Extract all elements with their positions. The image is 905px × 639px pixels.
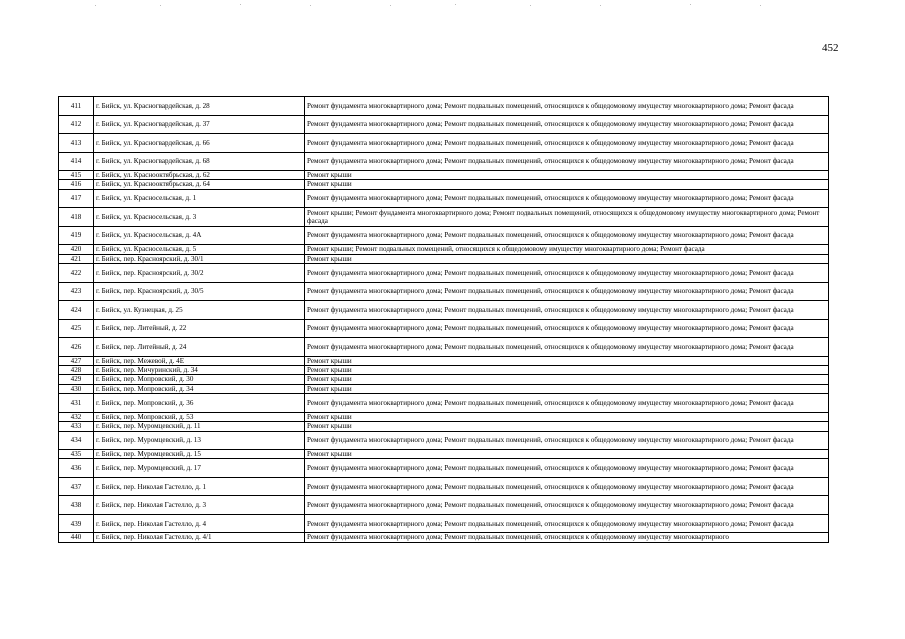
row-number: 431 [59, 394, 94, 413]
row-works: Ремонт фундамента многоквартирного дома; Ремонт подвальных помещений, относящихся к общедомовому имуществу многоквартирного дома; Ремонт фасада [305, 264, 829, 283]
row-works: Ремонт крыши [305, 366, 829, 375]
row-works: Ремонт фундамента многоквартирного дома; Ремонт подвальных помещений, относящихся к общедомовому имуществу многоквартирного дома; Ремонт фасада [305, 431, 829, 450]
table-row [59, 459, 829, 478]
row-address: г. Бийск, пер. Мопровский, д. 34 [94, 384, 305, 393]
table-row [59, 356, 829, 365]
row-address: г. Бийск, ул. Краснооктябрьская, д. 64 [94, 180, 305, 189]
row-number: 439 [59, 514, 94, 533]
row-address: г. Бийск, ул. Красносельская, д. 5 [94, 245, 305, 254]
row-works: Ремонт фундамента многоквартирного дома; Ремонт подвальных помещений, относящихся к общедомовому имуществу многоквартирного дома; Ремонт фасада [305, 394, 829, 413]
row-works: Ремонт фундамента многоквартирного дома; Ремонт подвальных помещений, относящихся к общедомовому имуществу многоквартирного [305, 533, 829, 542]
table-row [59, 264, 829, 283]
row-number: 418 [59, 208, 94, 227]
table-row [59, 384, 829, 393]
row-works: Ремонт крыши [305, 450, 829, 459]
row-address: г. Бийск, пер. Мопровский, д. 30 [94, 375, 305, 384]
row-address: г. Бийск, пер. Николая Гастелло, д. 1 [94, 477, 305, 496]
row-number: 428 [59, 366, 94, 375]
table-row [59, 180, 829, 189]
row-address: г. Бийск, ул. Красносельская, д. 1 [94, 189, 305, 208]
table-row [59, 450, 829, 459]
table-row [59, 477, 829, 496]
row-number: 426 [59, 338, 94, 357]
row-address: г. Бийск, пер. Николая Гастелло, д. 4 [94, 514, 305, 533]
row-address: г. Бийск, пер. Мичуринский, д. 34 [94, 366, 305, 375]
page-number: 452 [822, 42, 839, 54]
table-row [59, 412, 829, 421]
table-row [59, 301, 829, 320]
table-row [59, 189, 829, 208]
row-number: 432 [59, 412, 94, 421]
row-works: Ремонт фундамента многоквартирного дома; Ремонт подвальных помещений, относящихся к общедомовому имуществу многоквартирного дома; Ремонт фасада [305, 226, 829, 245]
table-row [59, 152, 829, 171]
row-address: г. Бийск, пер. Красноярский, д. 30/2 [94, 264, 305, 283]
table-row [59, 208, 829, 227]
table-row [59, 171, 829, 180]
table-row [59, 245, 829, 254]
row-works: Ремонт крыши [305, 171, 829, 180]
table-row [59, 282, 829, 301]
row-number: 433 [59, 422, 94, 431]
row-number: 413 [59, 134, 94, 153]
row-works: Ремонт крыши; Ремонт фундамента многоквартирного дома; Ремонт подвальных помещений, относящихся к общедомовому имуществу многоквартирного дома; Ремонт фасада [305, 208, 829, 227]
row-number: 420 [59, 245, 94, 254]
row-address: г. Бийск, ул. Кузнецкая, д. 25 [94, 301, 305, 320]
row-works: Ремонт фундамента многоквартирного дома; Ремонт подвальных помещений, относящихся к общедомовому имуществу многоквартирного дома; Ремонт фасада [305, 301, 829, 320]
table-row [59, 338, 829, 357]
table-row [59, 97, 829, 116]
row-address: г. Бийск, ул. Красногвардейская, д. 66 [94, 134, 305, 153]
row-number: 438 [59, 496, 94, 515]
row-number: 414 [59, 152, 94, 171]
table-row [59, 134, 829, 153]
row-address: г. Бийск, пер. Красноярский, д. 30/5 [94, 282, 305, 301]
row-address: г. Бийск, пер. Мопровский, д. 36 [94, 394, 305, 413]
row-address: г. Бийск, пер. Межевой, д. 4Е [94, 356, 305, 365]
row-number: 422 [59, 264, 94, 283]
row-works: Ремонт фундамента многоквартирного дома; Ремонт подвальных помещений, относящихся к общедомовому имуществу многоквартирного дома; Ремонт фасада [305, 134, 829, 153]
row-address: г. Бийск, пер. Муромцевский, д. 13 [94, 431, 305, 450]
row-number: 440 [59, 533, 94, 542]
row-number: 434 [59, 431, 94, 450]
row-works: Ремонт фундамента многоквартирного дома; Ремонт подвальных помещений, относящихся к общедомовому имуществу многоквартирного дома; Ремонт фасада [305, 514, 829, 533]
row-works: Ремонт фундамента многоквартирного дома; Ремонт подвальных помещений, относящихся к общедомовому имуществу многоквартирного дома; Ремонт фасада [305, 152, 829, 171]
row-number: 424 [59, 301, 94, 320]
row-address: г. Бийск, пер. Николая Гастелло, д. 4/1 [94, 533, 305, 542]
table-row [59, 366, 829, 375]
table-row [59, 514, 829, 533]
row-address: г. Бийск, пер. Литейный, д. 24 [94, 338, 305, 357]
row-works: Ремонт крыши [305, 356, 829, 365]
row-number: 430 [59, 384, 94, 393]
row-number: 415 [59, 171, 94, 180]
row-address: г. Бийск, пер. Литейный, д. 22 [94, 319, 305, 338]
row-number: 425 [59, 319, 94, 338]
row-works: Ремонт крыши [305, 412, 829, 421]
row-address: г. Бийск, ул. Краснооктябрьская, д. 62 [94, 171, 305, 180]
row-number: 435 [59, 450, 94, 459]
row-number: 411 [59, 97, 94, 116]
row-number: 417 [59, 189, 94, 208]
row-works: Ремонт крыши [305, 375, 829, 384]
row-works: Ремонт фундамента многоквартирного дома; Ремонт подвальных помещений, относящихся к общедомовому имуществу многоквартирного дома; Ремонт фасада [305, 282, 829, 301]
row-address: г. Бийск, пер. Красноярский, д. 30/1 [94, 254, 305, 263]
table-row [59, 422, 829, 431]
row-number: 436 [59, 459, 94, 478]
row-number: 423 [59, 282, 94, 301]
row-address: г. Бийск, пер. Николая Гастелло, д. 3 [94, 496, 305, 515]
table-body [59, 97, 829, 543]
row-address: г. Бийск, ул. Красносельская, д. 3 [94, 208, 305, 227]
row-address: г. Бийск, ул. Красногвардейская, д. 28 [94, 97, 305, 116]
row-number: 437 [59, 477, 94, 496]
row-works: Ремонт фундамента многоквартирного дома; Ремонт подвальных помещений, относящихся к общедомовому имуществу многоквартирного дома; Ремонт фасада [305, 189, 829, 208]
row-number: 421 [59, 254, 94, 263]
row-works: Ремонт фундамента многоквартирного дома; Ремонт подвальных помещений, относящихся к общедомовому имуществу многоквартирного дома; Ремонт фасада [305, 459, 829, 478]
row-works: Ремонт крыши [305, 180, 829, 189]
row-works: Ремонт крыши [305, 422, 829, 431]
scan-noise-decoration [0, 4, 905, 7]
row-works: Ремонт фундамента многоквартирного дома; Ремонт подвальных помещений, относящихся к общедомовому имуществу многоквартирного дома; Ремонт фасада [305, 477, 829, 496]
row-works: Ремонт фундамента многоквартирного дома; Ремонт подвальных помещений, относящихся к общедомовому имуществу многоквартирного дома; Ремонт фасада [305, 115, 829, 134]
row-works: Ремонт фундамента многоквартирного дома; Ремонт подвальных помещений, относящихся к общедомовому имуществу многоквартирного дома; Ремонт фасада [305, 319, 829, 338]
table-row [59, 319, 829, 338]
row-address: г. Бийск, ул. Красносельская, д. 4А [94, 226, 305, 245]
table-row [59, 226, 829, 245]
row-works: Ремонт крыши; Ремонт подвальных помещений, относящихся к общедомовому имуществу многоквартирного дома; Ремонт фасада [305, 245, 829, 254]
table-row [59, 254, 829, 263]
row-address: г. Бийск, пер. Муромцевский, д. 11 [94, 422, 305, 431]
row-address: г. Бийск, пер. Мопровский, д. 53 [94, 412, 305, 421]
row-works: Ремонт фундамента многоквартирного дома; Ремонт подвальных помещений, относящихся к общедомовому имуществу многоквартирного дома; Ремонт фасада [305, 97, 829, 116]
table-row [59, 375, 829, 384]
table-row [59, 496, 829, 515]
table-row [59, 394, 829, 413]
table-row [59, 533, 829, 542]
row-address: г. Бийск, ул. Красногвардейская, д. 37 [94, 115, 305, 134]
row-works: Ремонт фундамента многоквартирного дома; Ремонт подвальных помещений, относящихся к общедомовому имуществу многоквартирного дома; Ремонт фасада [305, 496, 829, 515]
row-works: Ремонт крыши [305, 254, 829, 263]
row-number: 419 [59, 226, 94, 245]
table-row [59, 115, 829, 134]
row-number: 412 [59, 115, 94, 134]
row-works: Ремонт крыши [305, 384, 829, 393]
row-address: г. Бийск, пер. Муромцевский, д. 17 [94, 459, 305, 478]
row-works: Ремонт фундамента многоквартирного дома; Ремонт подвальных помещений, относящихся к общедомовому имуществу многоквартирного дома; Ремонт фасада [305, 338, 829, 357]
row-address: г. Бийск, пер. Муромцевский, д. 15 [94, 450, 305, 459]
row-number: 429 [59, 375, 94, 384]
row-number: 416 [59, 180, 94, 189]
row-number: 427 [59, 356, 94, 365]
housing-repair-table [58, 96, 829, 543]
table-row [59, 431, 829, 450]
row-address: г. Бийск, ул. Красногвардейская, д. 68 [94, 152, 305, 171]
